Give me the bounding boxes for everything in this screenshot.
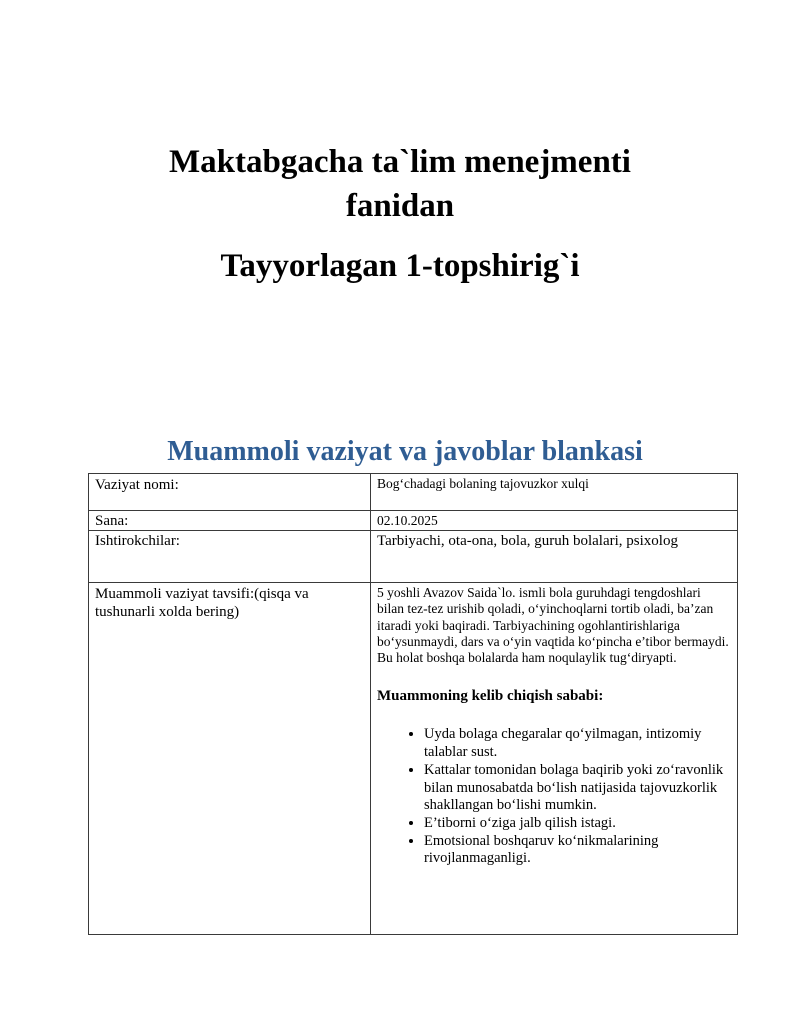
form-row-description: [89, 583, 738, 935]
list-item: • Emotsional boshqaruv ko‘nikmalarining rivojlanmaganligi.: [424, 833, 731, 868]
document-subtitle: Tayyorlagan 1-topshirig`i: [220, 248, 580, 284]
document-title: Maktabgacha ta`lim menejmenti fanidan: [169, 144, 631, 224]
date-value: 02.10.2025: [377, 513, 438, 528]
form-row-name: [89, 474, 738, 511]
list-item: • Uyda bolaga chegaralar qo‘yilmagan, intizomiy talablar sust.: [424, 726, 731, 761]
list-item: • Kattalar tomonidan bolaga baqirib yoki zo‘ravonlik bilan munosabatda bo‘lish natijasida tajovuzkorlik shakllangan bo‘lishi mumkin.: [424, 762, 731, 815]
situation-name-label: Vaziyat nomi:: [95, 477, 179, 493]
situation-name-value: Bog‘chadagi bolaning tajovuzkor xulqi: [377, 476, 589, 491]
form-heading: Muammoli vaziyat va javoblar blankasi: [167, 436, 643, 467]
participants-value: Tarbiyachi, ota-ona, bola, guruh bolalari, psixolog: [377, 533, 678, 549]
date-label: Sana:: [95, 513, 129, 529]
form-row-date: [89, 511, 738, 531]
causes-heading: Muammoning kelib chiqish sababi:: [377, 688, 604, 705]
causes-list: [377, 726, 731, 868]
description-text: 5 yoshli Avazov Saida`lo. ismli bola guruhdagi tengdoshlari bilan tez-tez urishib qoladi, o‘yinchoqlarni tortib oladi, ba’zan itaradi yoki baqiradi. Tarbiyachining ogohlantirishlariga bo‘ysunmaydi, dars va o‘yin vaqtida ko‘pincha e’tibor bermaydi. Bu holat boshqa bolalarda ham noqulaylik tug‘diryapti.: [377, 585, 729, 666]
form-row-participants: [89, 531, 738, 583]
participants-label: Ishtirokchilar:: [95, 533, 180, 549]
situation-form-table: [88, 473, 738, 935]
list-item: • E’tiborni o‘ziga jalb qilish istagi.: [424, 815, 731, 833]
description-label: Muammoli vaziyat tavsifi:(qisqa va tushunarli xolda bering): [95, 586, 309, 620]
